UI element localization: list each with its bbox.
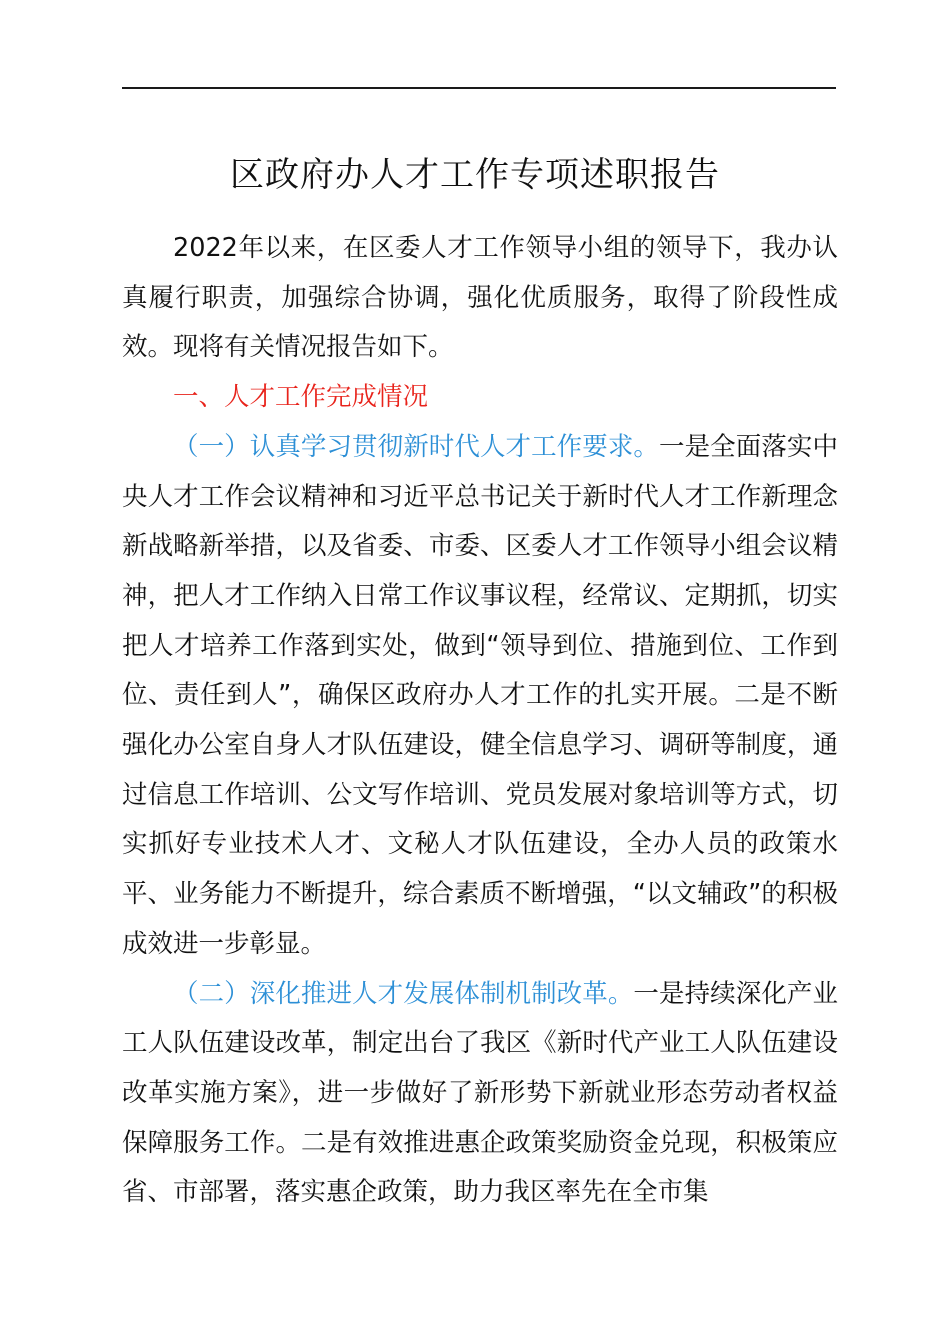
header-rule <box>122 87 836 89</box>
intro-paragraph: 2022年以来，在区委人才工作领导小组的领导下，我办认真履行职责，加强综合协调，强化优质服务，取得了阶段性成效。现将有关情况报告如下。 <box>122 233 838 363</box>
subsection-1-paragraph <box>122 423 838 970</box>
document-title: 区政府办人才工作专项述职报告 <box>230 155 720 195</box>
document-body <box>122 224 838 1218</box>
subsection-1-body: 一是全面落实中央人才工作会议精神和习近平总书记关于新时代人才工作新理念新战略新举措，以及省委、市委、区委人才工作领导小组会议精神，把人才工作纳入日常工作议事议程，经常议、定期抓，切实把人才培养工作落到实处，做到“领导到位、措施到位、工作到位、责任到人”，确保区政府办人才工作的扎实开展。二是不断强化办公室自身人才队伍建设，健全信息学习、调研等制度，通过信息工作培训、公文写作培训、党员发展对象培训等方式，切实抓好专业技术人才、文秘人才队伍建设，全办人员的政策水平、业务能力不断提升，综合素质不断增强，“以文辅政”的积极成效进一步彰显。 <box>122 431 838 959</box>
subsection-2-paragraph <box>122 970 838 1219</box>
section-1-heading: 一、人才工作完成情况 <box>173 382 429 413</box>
subsection-2-body: 一是持续深化产业工人队伍建设改革，制定出台了我区《新时代产业工人队伍建设改革实施方案》，进一步做好了新形势下新就业形态劳动者权益保障服务工作。二是有效推进惠企政策奖励资金兑现，积极策应省、市部署，落实惠企政策，助力我区率先在全市集 <box>122 978 838 1208</box>
subsection-2-lead: （二）深化推进人才发展体制机制改革。 <box>173 978 634 1009</box>
subsection-1-lead: （一）认真学习贯彻新时代人才工作要求。 <box>173 431 659 462</box>
